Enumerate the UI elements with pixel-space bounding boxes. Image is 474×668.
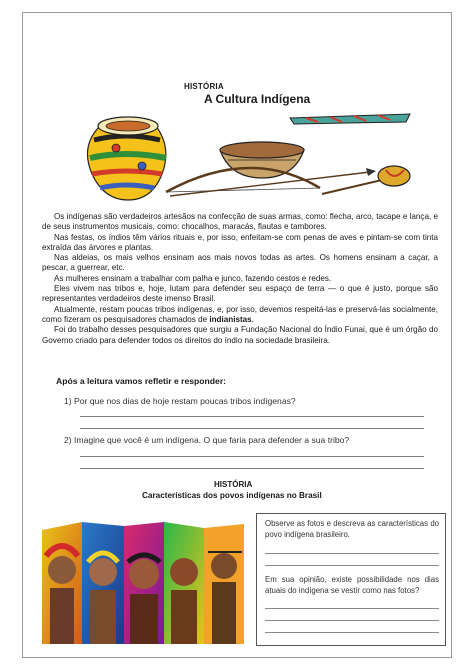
paragraph: Eles vivem nas tribos e, hoje, lutam para defender seu espaço de terra — o que é justo, porque são representantes verdadeiros deste imenso Brasil.	[42, 284, 438, 304]
photo-3	[124, 522, 164, 644]
answer-line[interactable]	[265, 632, 439, 633]
photo-5	[204, 524, 244, 644]
subject-label-2: HISTÓRIA	[214, 480, 253, 489]
answer-line[interactable]	[80, 456, 424, 457]
painted-pot-drawing	[88, 117, 167, 200]
bold-term: indianistas	[209, 314, 252, 324]
paragraph: Os indígenas são verdadeiros artesãos na confecção de suas armas, como: flecha, arco, tacape e lança, e de seus instrumentos musicais, como: chocalhos, maracás, flautas e tambores.	[42, 212, 438, 232]
section-title: Características dos povos indígenas no Brasil	[142, 491, 322, 500]
paragraph: Foi do trabalho desses pesquisadores que surgiu a Fundação Nacional do Índio Funai, que é um órgão do Governo criado para defender todos os direitos do índio na sociedade brasileira.	[42, 325, 438, 345]
answer-line[interactable]	[265, 553, 439, 554]
answer-line[interactable]	[80, 428, 424, 429]
answer-line[interactable]	[80, 416, 424, 417]
question-2: 2) Imagine que você é um indígena. O que faria para defender a sua tribo?	[64, 435, 350, 445]
indigenous-people-photos	[42, 522, 244, 644]
reading-text	[42, 212, 438, 346]
subject-label: HISTÓRIA	[184, 82, 224, 91]
paragraph: Nas festas, os índios têm vários rituais e, por isso, enfeitam-se com penas de aves e pintam-se com tinta extraída das árvores e plantas.	[42, 232, 438, 252]
paragraph: Nas aldeias, os mais velhos ensinam aos mais novos todas as artes. Os homens ensinam a caçar, a pescar, a guerrear, etc.	[42, 253, 438, 273]
paragraph-end: .	[251, 314, 254, 324]
answer-line[interactable]	[80, 468, 424, 469]
box-instruction-1: Observe as fotos e descreva as características do povo indígena brasileiro.	[265, 519, 439, 539]
answer-line[interactable]	[265, 608, 439, 609]
indigenous-artifacts-illustration	[70, 96, 416, 206]
bowl-drawing	[220, 142, 304, 178]
paragraph	[42, 305, 438, 326]
box-instruction-2: Em sua opinião, existe possibilidade nos dias atuais do indígena se vestir como nas fotos?	[265, 575, 439, 595]
photo-4	[164, 522, 204, 644]
photo-2	[82, 522, 124, 644]
question-1: 1) Por que nos dias de hoje restam poucas tribos indígenas?	[64, 396, 296, 406]
paragraph-text: Atualmente, restam poucas tribos indígenas, e, por isso, devemos respeitá-las e preservá-las socialmente, como fizeram os pesquisadores chamados de	[42, 304, 438, 324]
answer-line[interactable]	[265, 565, 439, 566]
answer-line[interactable]	[265, 620, 439, 621]
maraca-drawing	[322, 166, 410, 194]
activity-box	[256, 513, 446, 646]
photo-1	[42, 522, 82, 644]
questions-heading: Após a leitura vamos refletir e responder:	[56, 376, 227, 386]
page-title: A Cultura Indígena	[204, 92, 311, 106]
paragraph: As mulheres ensinam a trabalhar com palha e junco, fazendo cestos e redes.	[54, 273, 332, 283]
painted-stick-drawing	[290, 114, 410, 124]
